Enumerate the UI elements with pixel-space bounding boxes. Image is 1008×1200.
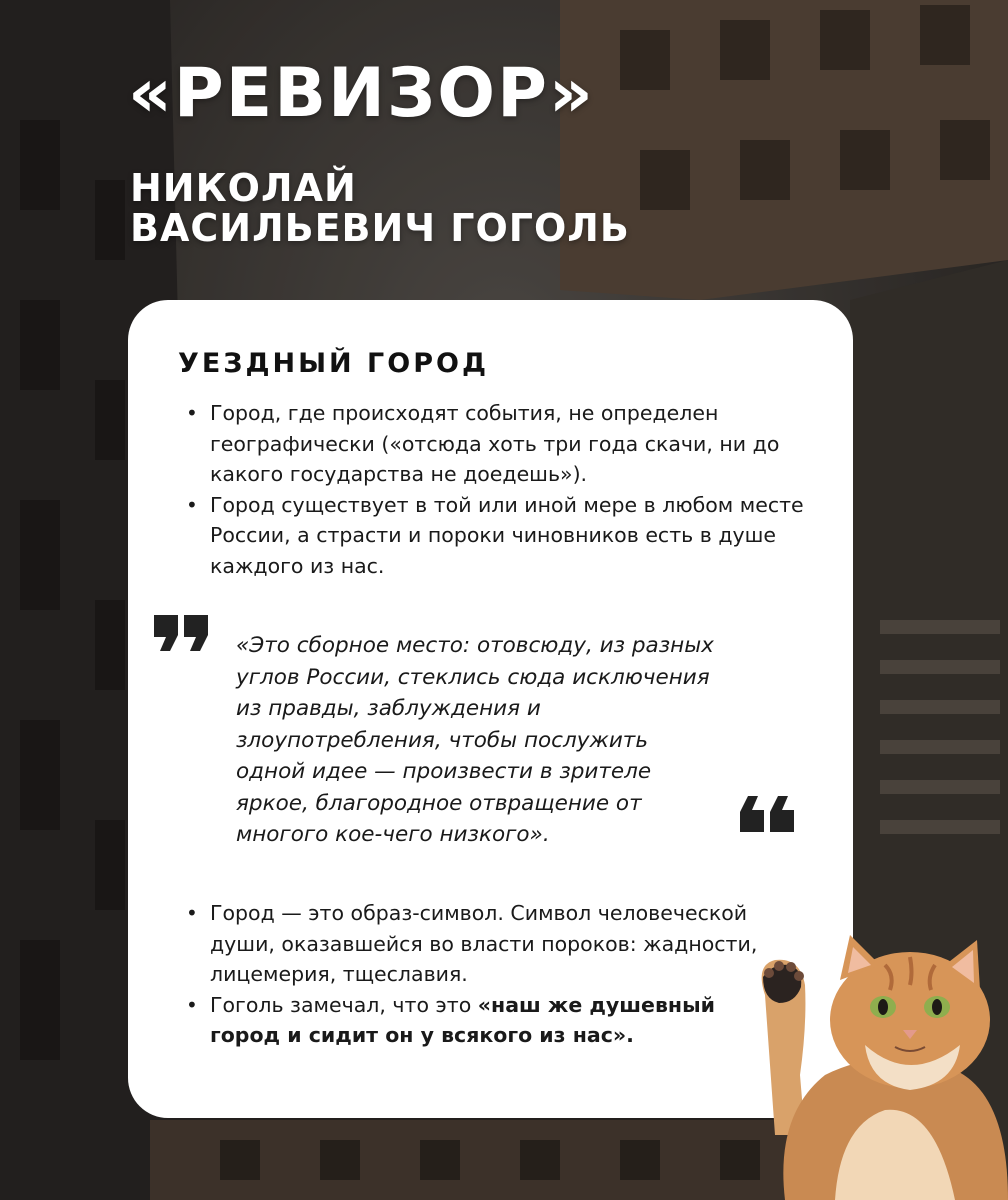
quote-close-icon [736, 794, 796, 834]
list-item: • Город — это образ-символ. Символ человеческой души, оказавшейся во власти пороков: жадности, лицемерия, тщеславия. [210, 898, 770, 990]
bold-quote-text: «наш же душевный город и сидит он у всякого из нас». [210, 992, 716, 1047]
cat-illustration [745, 935, 1008, 1200]
quote-open-icon [152, 613, 212, 653]
list-item: • Город, где происходят события, не определен географически («отсюда хоть три года скачи, ни до какого государства не доедешь»). [210, 398, 820, 490]
list-item-text: Гоголь замечал, что это [210, 992, 478, 1017]
bullet-list-bottom [178, 898, 770, 1051]
card-heading: УЕЗДНЫЙ ГОРОД [178, 348, 490, 379]
page-title: «РЕВИЗОР» [128, 54, 595, 133]
quote-text: «Это сборное место: отовсюду, из разных углов России, стеклись сюда исключения из правды, заблуждения и злоупотребления, чтобы послужить одной идее — произвести в зрителе яркое, благородное отвращение от многого кое-чего низкого». [236, 633, 714, 847]
author-name: НИКОЛАЙ ВАСИЛЬЕВИЧ ГОГОЛЬ [130, 166, 630, 250]
list-item: • Город существует в той или иной мере в любом месте России, а страсти и пороки чиновников есть в душе каждого из нас. [210, 490, 820, 582]
bullet-list-top [178, 398, 820, 581]
list-item [210, 990, 770, 1051]
